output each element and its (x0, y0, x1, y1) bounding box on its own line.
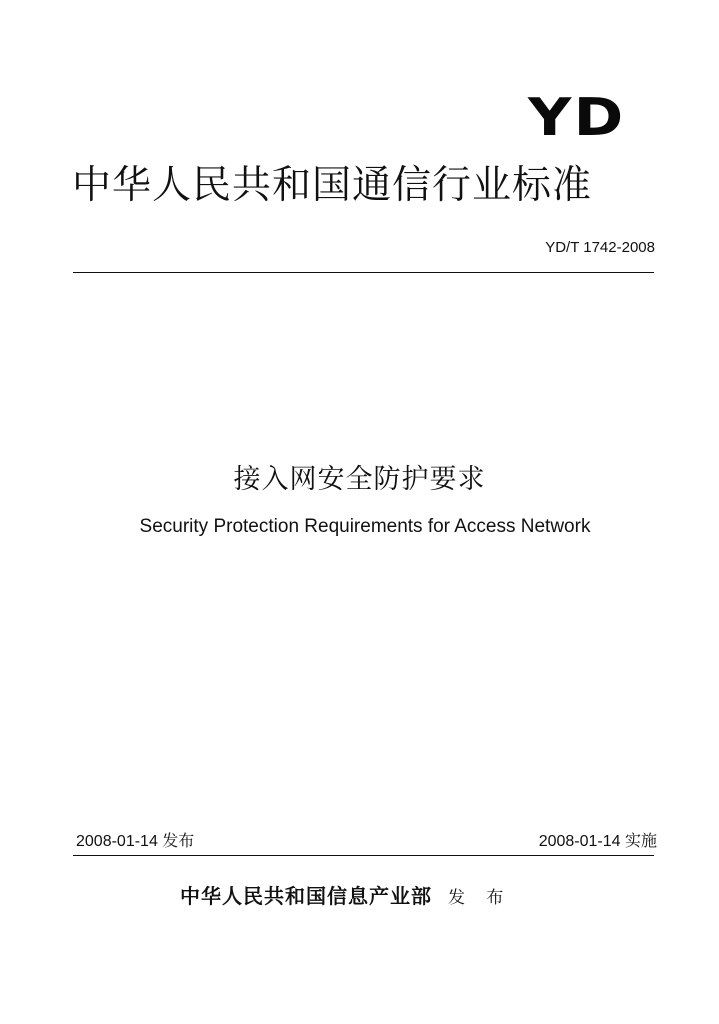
publisher-name: 中华人民共和国信息产业部 (180, 884, 432, 908)
document-title-chinese: 接入网安全防护要求 (233, 464, 486, 495)
top-divider (73, 272, 654, 273)
issue-date: 2008-01-14 发布 (76, 833, 195, 850)
document-title-english: Security Protection Requirements for Access Network (139, 516, 591, 537)
implementation-date: 2008-01-14 实施 (538, 833, 657, 850)
bottom-divider (73, 855, 654, 856)
standard-number: YD/T 1742-2008 (545, 239, 655, 256)
publisher-line (180, 884, 511, 908)
standard-category-title: 中华人民共和国通信行业标准 (72, 163, 593, 208)
publisher-suffix: 发 布 (448, 888, 512, 908)
yd-logo: YD (528, 88, 626, 148)
